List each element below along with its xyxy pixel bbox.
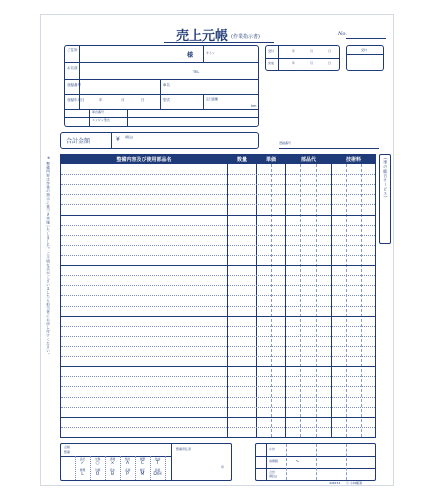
grand-total-label: 合計 [269,470,276,474]
received-year: 年 [292,49,296,53]
legend-bottom-label: 修理 [79,468,86,472]
sign-label: サイン [206,51,215,55]
customer-box [64,45,259,127]
legend-bottom-symbol: D/H [153,472,162,477]
legend-top-symbol: T [156,461,159,466]
legend-divider [165,456,166,480]
legend-top-symbol: ○ [95,461,100,466]
legend-bottom-label: 溶接 [154,468,161,472]
table-row[interactable] [61,306,375,307]
legend-bottom-symbol: M [140,472,145,477]
legend-bottom-symbol: O [95,472,100,477]
legend-top-label: 締付 [124,457,131,461]
completed-day: 日 [328,61,332,65]
model-label: 型式 [163,98,170,102]
grand-total-sub: (税込) [269,474,278,478]
bottom-code: 446151 [329,481,341,485]
inspection-sub: 整備 [64,450,71,454]
left-note: ※ 整備内容は作業の指示に基づき実施いたしました。ご不明な点がございましたら担当者にお申し付けください。 [46,156,51,357]
table-row[interactable] [61,174,375,175]
table-row[interactable] [61,215,375,216]
registered-date-label: 登録年月日 [67,98,85,102]
legend-top-label: 調整 [139,457,146,461]
reg-day: 日 [141,98,145,102]
table-row[interactable] [61,194,375,195]
legend-divider [135,456,136,480]
table-row[interactable] [61,235,375,236]
legend-bottom-label: 補正 [139,468,146,472]
title-text: 売上元帳 [176,29,229,44]
address-label: ご住所 [67,48,78,52]
legend-top-label: 給油 [154,457,161,461]
mileage-label: 走行距離 [206,97,219,101]
table-row[interactable] [61,184,375,185]
subtotal-label: 小計 [269,447,276,451]
number-mark: No. [338,31,347,37]
table-row[interactable] [61,346,375,347]
name-label: お名前 [67,66,78,70]
table-row[interactable] [61,397,375,398]
completed-label: 完成 [268,61,275,65]
tel-label: TEL [193,70,200,74]
completed-year: 年 [292,61,296,65]
table-row[interactable] [61,255,375,256]
legend-divider [150,456,151,480]
legend-top-label: 良好 [79,457,86,461]
header-unit-price: 単価 [257,155,285,164]
table-row[interactable] [61,316,375,317]
tax-rate: % [296,459,299,463]
title-underline [164,42,274,43]
legend-bottom-symbol: L [81,472,84,477]
header-parts: 部品代 [286,155,331,164]
right-note-box [379,154,391,244]
remark-sub: 印 [221,465,225,469]
header-qty: 数量 [228,155,256,164]
received-day: 日 [328,49,332,53]
table-row[interactable] [61,386,375,387]
table-row[interactable] [61,245,375,246]
dates-box [265,45,340,71]
legend-top-label: 清掃 [109,457,116,461]
table-row[interactable] [61,336,375,337]
legend-bottom-label: 分解 [94,468,101,472]
tax-note: (税込) [125,135,134,139]
legend-divider [75,456,76,480]
received-month: 月 [310,49,314,53]
mileage-unit: km [251,104,257,108]
header-labor: 技術料 [332,155,375,164]
table-row[interactable] [61,356,375,357]
items-table [60,154,376,438]
completed-month: 月 [310,61,314,65]
reg-month: 月 [121,98,125,102]
table-row[interactable] [61,295,375,296]
header-item: 整備内容及び使用部品名 [61,155,227,164]
number-field[interactable] [346,38,386,39]
registration-label: 登録番号 [279,141,292,145]
table-row[interactable] [61,407,375,408]
legend-bottom-symbol: P [126,472,129,477]
table-row[interactable] [61,427,375,428]
table-row[interactable] [61,225,375,226]
table-row[interactable] [61,376,375,377]
table-row[interactable] [61,326,375,327]
legend-bottom-symbol: B [110,472,115,477]
title-subtitle: (作業指示書) [231,34,260,40]
right-note: (車の総合サービス) [383,158,389,198]
legend-divider [105,456,106,480]
registration-field [279,148,379,149]
received-label: 受付 [268,49,275,53]
remark-label: 整備責任者 [176,447,192,451]
car-model-label: 車名 [163,83,170,87]
table-row[interactable] [61,265,375,266]
table-row[interactable] [61,285,375,286]
table-row[interactable] [61,204,375,205]
receipt-box-label: 受付 [361,48,368,52]
reg-year: 年 [99,98,103,102]
legend-top-label: 交換 [94,457,101,461]
legend-top-symbol: C [140,461,145,466]
legend-top-symbol: × [110,461,115,466]
engine-label: エンジン型式 [92,118,110,122]
form-sheet [40,14,394,486]
legend-top-symbol: A [125,461,130,466]
table-row[interactable] [61,417,375,418]
total-amount-box [60,132,259,149]
table-row[interactable] [61,275,375,276]
table-row[interactable] [61,366,375,367]
inspection-label: 点検 [64,445,71,449]
chassis-label: 車台番号 [92,110,105,114]
currency-symbol: ¥ [116,136,120,143]
legend-bottom-label: 点検 [124,468,131,472]
honorific: 様 [187,52,194,59]
total-label: 合計金額 [66,138,91,145]
receipt-stamp-box[interactable] [346,45,384,71]
legend-divider [90,456,91,480]
legend-box [60,443,232,481]
legend-top-symbol: ✓ [80,461,85,466]
tax-label: 消費税 [269,459,279,463]
bottom-brand: ⓒ 小林帳簿 [346,481,362,485]
legend-bottom-label: 給水 [109,468,116,472]
legend-divider [120,456,121,480]
reg-no-label: 登録番号 [67,83,81,87]
totals-box [255,443,376,481]
